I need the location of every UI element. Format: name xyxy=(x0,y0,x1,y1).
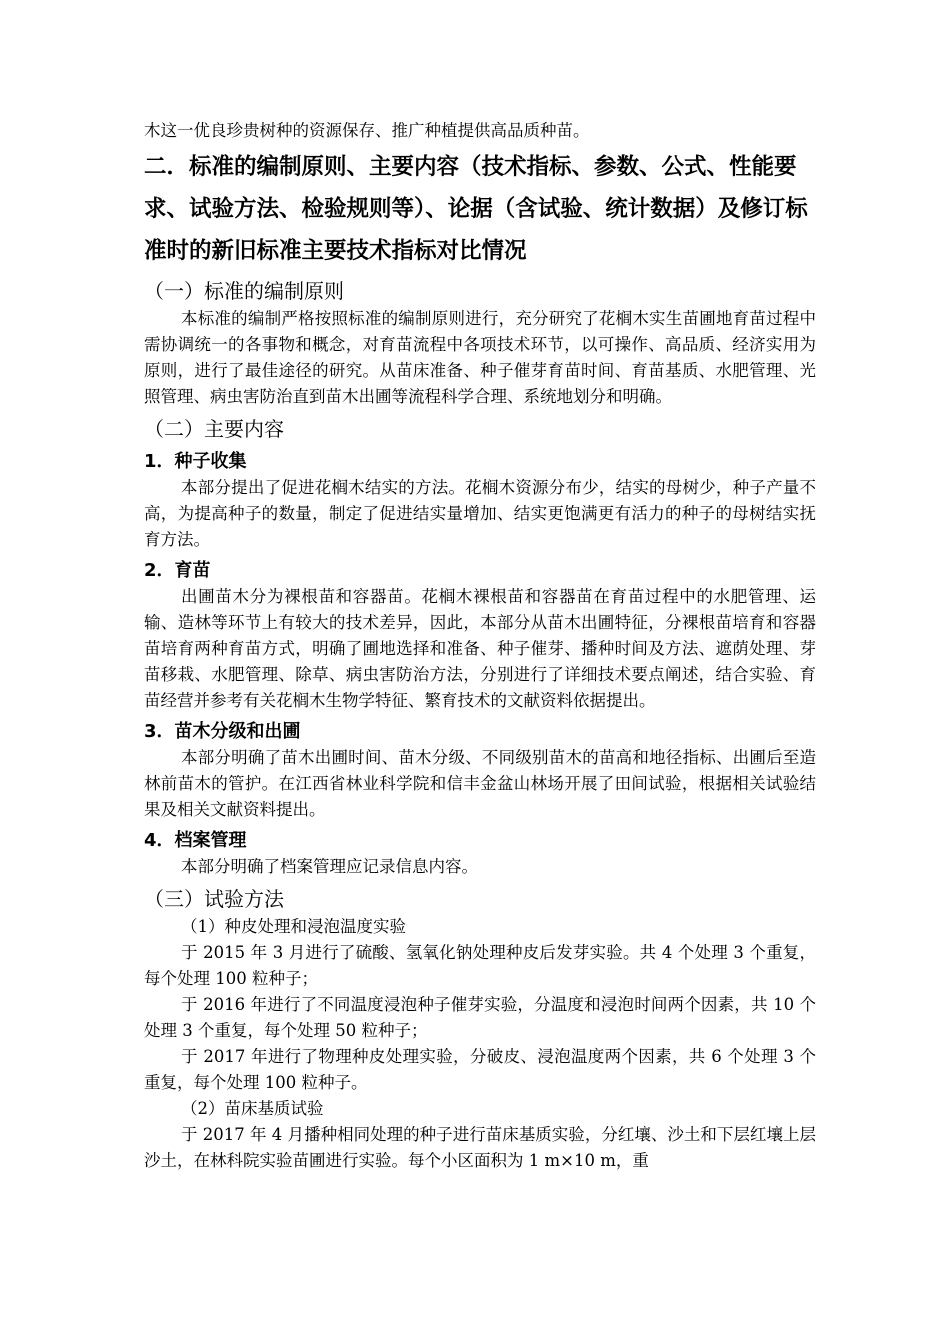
paragraph-experiment-2017: 于 2017 年进行了物理种皮处理实验，分破皮、浸泡温度两个因素，共 6 个处理 3 个重复，每个处理 100 粒种子。 xyxy=(144,1047,816,1092)
paragraph-item-2: 出圃苗木分为裸根苗和容器苗。花榈木裸根苗和容器苗在育苗过程中的水肥管理、运输、造林等环节上有较大的技术差异，因此，本部分从苗木出圃特征，分裸根苗培育和容器苗培育两种育苗方式，明确了圃地选择和准备、种子催芽、播种时间及方法、遮荫处理、芽苗移栽、水肥管理、除草、病虫害防治方法，分别进行了详细技术要点阐述，结合实验、育苗经营并参考有关花榈木生物学特征、繁育技术的文献资料依据提出。 xyxy=(144,587,816,710)
subheading-experiment-1: （1）种皮处理和浸泡温度实验 xyxy=(181,917,406,936)
paragraph-intro-tail: 木这一优良珍贵树种的资源保存、推广种植提供高品质种苗。 xyxy=(144,121,590,140)
paragraph-experiment-2015: 于 2015 年 3 月进行了硫酸、氢氧化钠处理种皮后发芽实验。共 4 个处理 3 个重复，每个处理 100 粒种子； xyxy=(144,943,816,988)
heading-item-2: 2．育苗 xyxy=(144,560,211,581)
paragraph-section-1: 本标准的编制严格按照标准的编制原则进行，充分研究了花榈木实生苗圃地育苗过程中需协调统一的各事物和概念，对育苗流程中各项技术环节，以可操作、高品质、经济实用为原则，进行了最佳途径的研究。从苗床准备、种子催芽育苗时间、育苗基质、水肥管理、光照管理、病虫害防治直到苗木出圃等流程科学合理、系统地划分和明确。 xyxy=(144,309,816,406)
heading-section-1: （一）标准的编制原则 xyxy=(144,279,344,303)
heading-item-1: 1．种子收集 xyxy=(144,451,247,472)
heading-chapter-2: 二．标准的编制原则、主要内容（技术指标、参数、公式、性能要求、试验方法、检验规则等）、论据（含试验、统计数据）及修订标准时的新旧标准主要技术指标对比情况 xyxy=(144,154,808,264)
heading-section-3: （三）试验方法 xyxy=(144,887,284,911)
subheading-experiment-2: （2）苗床基质试验 xyxy=(181,1099,324,1118)
paragraph-seedbed-substrate: 于 2017 年 4 月播种相同处理的种子进行苗床基质实验，分红壤、沙土和下层红壤上层沙土，在林科院实验苗圃进行实验。每个小区面积为 1 m×10 m，重 xyxy=(144,1125,816,1170)
heading-item-3: 3．苗木分级和出圃 xyxy=(144,721,301,742)
paragraph-item-4: 本部分明确了档案管理应记录信息内容。 xyxy=(181,857,478,876)
heading-section-2: （二）主要内容 xyxy=(144,417,284,441)
paragraph-experiment-2016: 于 2016 年进行了不同温度浸泡种子催芽实验，分温度和浸泡时间两个因素，共 10 个处理 3 个重复，每个处理 50 粒种子； xyxy=(144,995,816,1040)
paragraph-item-1: 本部分提出了促进花榈木结实的方法。花榈木资源分布少，结实的母树少，种子产量不高，为提高种子的数量，制定了促进结实量增加、结实更饱满更有活力的种子的母树结实抚育方法。 xyxy=(144,478,816,549)
document-body xyxy=(144,118,816,1174)
heading-item-4: 4．档案管理 xyxy=(144,830,247,851)
paragraph-item-3: 本部分明确了苗木出圃时间、苗木分级、不同级别苗木的苗高和地径指标、出圃后至造林前苗木的管护。在江西省林业科学院和信丰金盆山林场开展了田间试验，根据相关试验结果及相关文献资料提出。 xyxy=(144,748,816,819)
